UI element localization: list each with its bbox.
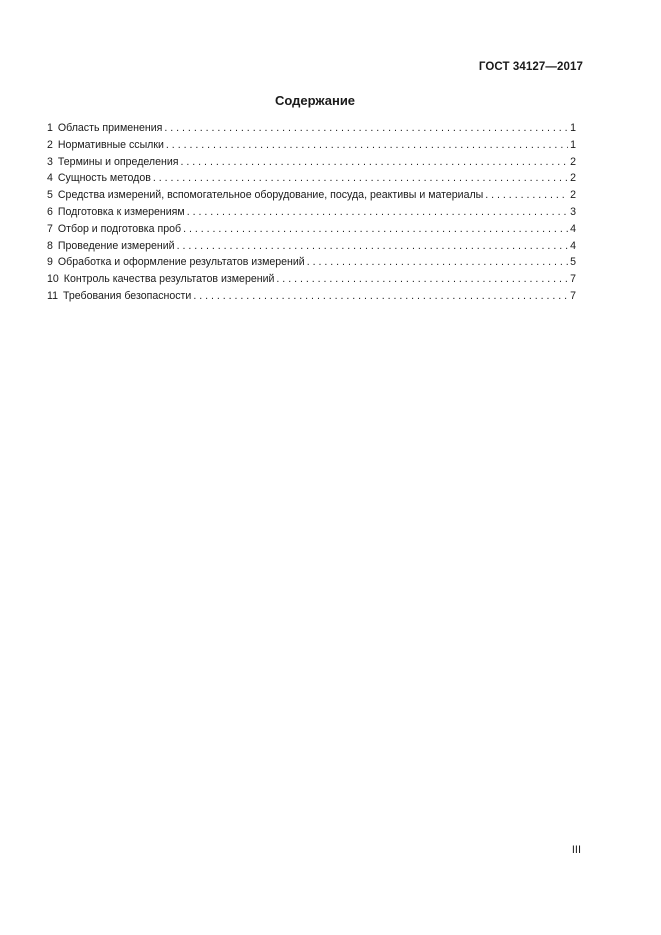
toc-entry[interactable] (47, 120, 576, 137)
toc-entry-title: Проведение измерений (57, 239, 175, 252)
toc-entry-page: 7 (570, 273, 576, 286)
toc-entry-number: 1 (47, 122, 53, 134)
toc-entry-number: 2 (47, 138, 53, 151)
toc-entry-title: Обработка и оформление результатов измерений (57, 256, 305, 269)
toc-entry-number: 9 (47, 256, 53, 269)
toc-entry[interactable] (47, 137, 576, 154)
toc-entry-page: 1 (570, 138, 576, 151)
toc-dot-leader (187, 204, 568, 221)
toc-dot-leader (153, 170, 568, 187)
toc-dot-leader (164, 120, 568, 137)
toc-entry-page: 4 (570, 239, 576, 252)
toc-entry[interactable] (47, 154, 576, 171)
toc-entry-title: Сущность методов (57, 172, 151, 185)
toc-entry-number: 7 (47, 222, 53, 235)
toc-entry-page: 2 (570, 189, 576, 202)
toc-entry-title: Подготовка к измерениям (57, 205, 185, 218)
toc-entry[interactable] (47, 204, 576, 221)
toc-entry[interactable] (47, 254, 576, 271)
toc-entry-number: 3 (47, 155, 53, 168)
toc-entry-title: Термины и определения (57, 155, 179, 168)
toc-entry-number: 10 (47, 273, 59, 286)
toc-dot-leader (193, 288, 568, 305)
standard-code: ГОСТ 34127—2017 (478, 61, 583, 73)
toc-entry-title: Область применения (57, 122, 163, 134)
toc-entry-number: 8 (47, 239, 53, 252)
table-of-contents (47, 120, 576, 305)
toc-entry[interactable] (47, 170, 576, 187)
toc-dot-leader (181, 154, 569, 171)
toc-entry-page: 2 (570, 172, 576, 185)
toc-entry-title: Контроль качества результатов измерений (63, 273, 275, 286)
toc-entry-number: 4 (47, 172, 53, 185)
toc-dot-leader (307, 254, 568, 271)
toc-entry-number: 5 (47, 189, 53, 202)
toc-dot-leader (166, 137, 568, 154)
toc-entry-title: Средства измерений, вспомогательное оборудование, посуда, реактивы и материалы (57, 189, 484, 202)
toc-entry-number: 6 (47, 205, 53, 218)
toc-dot-leader (276, 271, 568, 288)
toc-entry-title: Требования безопасности (63, 289, 192, 302)
toc-entry-number: 11 (47, 289, 58, 302)
toc-entry[interactable] (47, 238, 576, 255)
toc-entry[interactable] (47, 271, 576, 288)
toc-entry-page: 2 (570, 155, 576, 168)
toc-entry-page: 1 (570, 122, 576, 134)
toc-entry-page: 3 (570, 205, 576, 218)
page-number: III (571, 844, 581, 856)
toc-entry[interactable] (47, 187, 576, 204)
toc-entry-page: 5 (570, 256, 576, 269)
toc-dot-leader (177, 238, 569, 255)
toc-entry[interactable] (47, 288, 576, 305)
toc-entry-title: Отбор и подготовка проб (57, 222, 182, 235)
toc-dot-leader (485, 187, 568, 204)
toc-entry-title: Нормативные ссылки (57, 138, 164, 151)
toc-dot-leader (183, 221, 568, 238)
toc-entry-page: 7 (570, 289, 576, 302)
toc-title: Содержание (274, 93, 356, 108)
toc-entry-page: 4 (570, 222, 576, 235)
toc-entry[interactable] (47, 221, 576, 238)
